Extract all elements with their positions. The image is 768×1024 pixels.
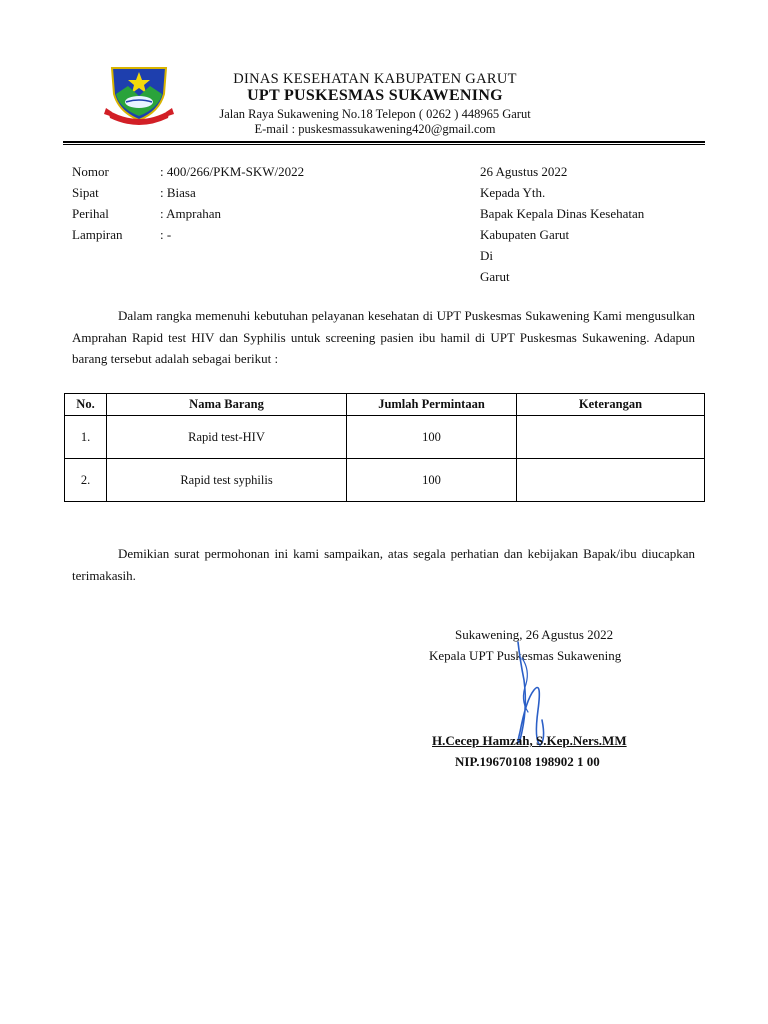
body-paragraph-closing-text: Demikian surat permohonan ini kami sampaikan, atas segala perhatian dan kebijakan Bapak/ibu diucapkan terimakasih. <box>72 546 695 583</box>
meta-label-sipat: Sipat <box>72 185 99 200</box>
signature-title: Kepala UPT Puskesmas Sukawening <box>429 648 622 663</box>
meta-value-nomor: : 400/266/PKM-SKW/2022 <box>160 164 305 179</box>
table-row <box>65 416 705 459</box>
signatory-name: H.Cecep Hamzah, S.Kep.Ners.MM <box>432 733 627 748</box>
recipient-line: Bapak Kepala Dinas Kesehatan <box>480 206 645 221</box>
table-cell-no: 1. <box>65 416 107 459</box>
letter-date: 26 Agustus 2022 <box>480 164 568 179</box>
meta-value-sipat: : Biasa <box>160 185 196 200</box>
table-cell-notes <box>517 416 705 459</box>
letterhead-divider-thin <box>63 144 705 145</box>
garut-regency-emblem-icon <box>104 64 174 126</box>
meta-label-lampiran: Lampiran <box>72 227 123 242</box>
table-header-notes: Keterangan <box>517 394 705 416</box>
office-email: E-mail : puskesmassukawening420@gmail.com <box>254 122 496 136</box>
table-row <box>65 459 705 502</box>
meta-labels <box>72 161 123 245</box>
table-cell-item-name: Rapid test syphilis <box>107 459 347 502</box>
recipient-line: Kepada Yth. <box>480 185 546 200</box>
agency-name: DINAS KESEHATAN KABUPATEN GARUT <box>233 71 517 87</box>
table-cell-item-name: Rapid test-HIV <box>107 416 347 459</box>
meta-value-perihal: : Amprahan <box>160 206 222 221</box>
recipient-line: Kabupaten Garut <box>480 227 570 242</box>
table-cell-quantity: 100 <box>347 416 517 459</box>
recipient-block <box>480 161 644 287</box>
letterhead-divider <box>63 141 705 143</box>
body-paragraph-intro <box>72 305 695 370</box>
meta-label-perihal: Perihal <box>72 206 109 221</box>
meta-label-nomor: Nomor <box>72 164 109 179</box>
signatory-nip: NIP.19670108 198902 1 00 <box>455 754 600 769</box>
recipient-line: Garut <box>480 269 510 284</box>
table-cell-no: 2. <box>65 459 107 502</box>
items-table <box>64 393 705 502</box>
table-cell-notes <box>517 459 705 502</box>
table-header-row <box>65 394 705 416</box>
meta-values <box>160 161 304 245</box>
table-header-no: No. <box>65 394 107 416</box>
recipient-line: Di <box>480 248 493 263</box>
body-paragraph-closing <box>72 543 695 586</box>
office-name: UPT PUSKESMAS SUKAWENING <box>247 87 503 104</box>
table-header-quantity: Jumlah Permintaan <box>347 394 517 416</box>
signature-place-date: Sukawening, 26 Agustus 2022 <box>455 627 614 642</box>
meta-value-lampiran: : - <box>160 227 172 242</box>
table-header-item-name: Nama Barang <box>107 394 347 416</box>
office-address: Jalan Raya Sukawening No.18 Telepon ( 0262 ) 448965 Garut <box>219 107 531 121</box>
body-paragraph-intro-text: Dalam rangka memenuhi kebutuhan pelayanan kesehatan di UPT Puskesmas Sukawening Kami mengusulkan Amprahan Rapid test HIV dan Syphilis untuk screening pasien ibu hamil di UPT Puskesmas Sukawening. Adapun barang tersebut adalah sebagai berikut : <box>72 308 695 366</box>
table-cell-quantity: 100 <box>347 459 517 502</box>
